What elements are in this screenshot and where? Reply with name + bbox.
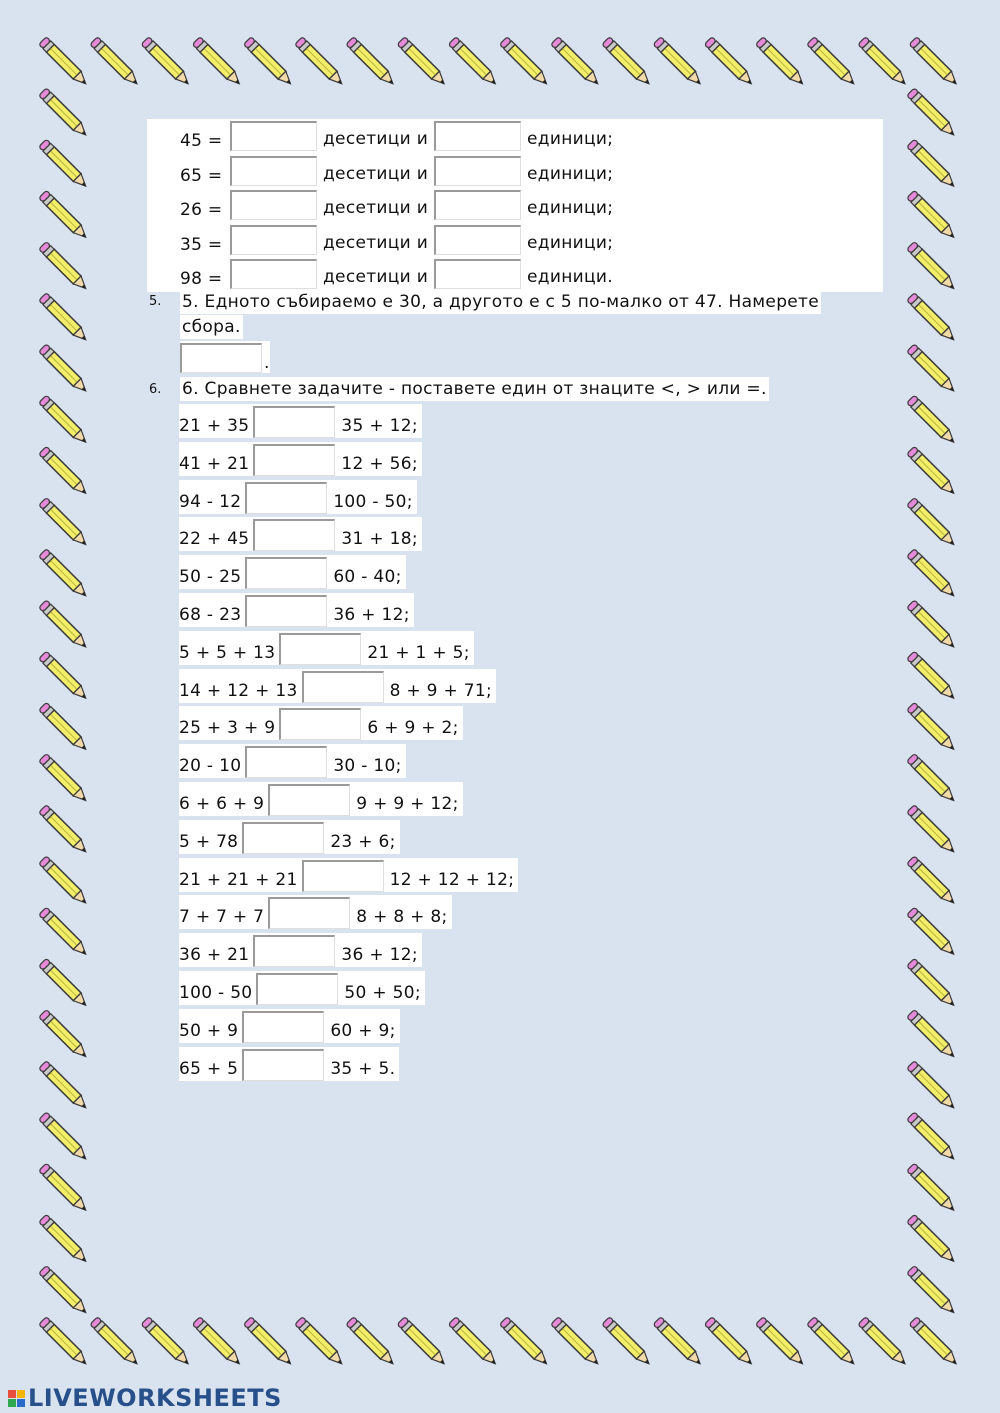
tens-input[interactable] [230,121,317,151]
right-expression: 8 + 9 + 71; [389,680,493,701]
row-number: 98 = [180,269,223,289]
comparison-row [179,744,406,778]
left-expression: 21 + 21 + 21 [179,869,298,890]
comparison-row [179,480,417,514]
question-5-line1: 5. Едното събираемо е 30, а другото е с 5 по-малко от 47. Намерете [182,292,820,312]
tens-units-row [180,223,619,255]
tens-units-row [180,188,619,220]
comparison-row [179,669,496,703]
right-expression: 23 + 6; [330,831,396,852]
right-expression: 12 + 12 + 12; [389,869,515,890]
right-expression: 36 + 12; [333,605,410,625]
left-expression: 14 + 12 + 13 [179,680,298,701]
comparison-row [179,404,422,438]
left-expression: 25 + 3 + 9 [179,718,276,739]
tens-label: десетици и [323,129,429,149]
tens-units-row [180,154,619,186]
left-expression: 20 - 10 [179,756,242,777]
right-expression: 30 - 10; [333,756,402,777]
comparison-sign-input[interactable] [253,519,335,551]
comparison-sign-input[interactable] [279,708,361,740]
units-input[interactable] [434,259,521,289]
left-expression: 6 + 6 + 9 [179,794,265,814]
comparison-sign-input[interactable] [242,1011,324,1043]
tens-input[interactable] [230,156,317,186]
comparison-sign-input[interactable] [245,595,327,627]
question-5-answer-input[interactable] [180,343,262,373]
units-label: единици; [527,163,614,184]
comparison-row [179,1047,399,1081]
left-expression: 68 - 23 [179,605,242,625]
comparison-sign-input[interactable] [245,746,327,778]
right-expression: 8 + 8 + 8; [356,907,448,928]
right-expression: 31 + 18; [341,529,418,550]
tens-input[interactable] [230,190,317,220]
units-label: единици; [527,232,614,253]
question-5-number: 5. [149,294,162,309]
comparison-row [179,631,474,665]
left-expression: 5 + 5 + 13 [179,642,276,663]
left-expression: 5 + 78 [179,831,239,852]
tens-label: десетици и [323,267,429,287]
tens-units-row [180,119,619,151]
comparison-row [179,442,422,476]
left-expression: 36 + 21 [179,945,250,966]
comparison-sign-input[interactable] [245,482,327,514]
units-input[interactable] [434,121,521,151]
units-input[interactable] [434,190,521,220]
units-label: единици. [527,267,613,287]
right-expression: 12 + 56; [341,453,418,474]
liveworksheets-logo [8,1384,282,1412]
logo-text: LIVEWORKSHEETS [28,1384,282,1412]
right-expression: 60 - 40; [333,567,402,588]
left-expression: 41 + 21 [179,453,250,474]
row-number: 35 = [180,234,223,255]
row-number: 45 = [180,131,223,151]
comparison-row [179,1009,400,1043]
comparison-sign-input[interactable] [279,633,361,665]
comparison-sign-input[interactable] [302,671,384,703]
right-expression: 6 + 9 + 2; [367,718,459,739]
right-expression: 9 + 9 + 12; [356,794,459,814]
comparison-sign-input[interactable] [302,860,384,892]
units-input[interactable] [434,156,521,186]
comparison-row [179,858,518,892]
tens-input[interactable] [230,225,317,255]
comparison-row [179,971,425,1005]
comparison-sign-input[interactable] [242,822,324,854]
comparison-row [179,820,400,854]
right-expression: 50 + 50; [344,983,421,1003]
comparison-row [179,555,406,589]
comparison-row [179,517,422,551]
comparison-sign-input[interactable] [256,973,338,1005]
liveworksheets-logo-icon [8,1390,25,1407]
units-label: единици; [527,198,614,218]
question-5-answer-suffix: . [264,353,270,373]
comparison-sign-input[interactable] [253,406,335,438]
comparison-row [179,895,452,929]
question-6-number: 6. [149,382,162,397]
row-number: 26 = [180,200,223,220]
left-expression: 50 - 25 [179,567,242,588]
left-expression: 65 + 5 [179,1058,239,1079]
right-expression: 35 + 12; [341,416,418,436]
comparison-row [179,706,463,740]
units-label: единици; [527,129,614,149]
comparison-row [179,933,422,967]
left-expression: 22 + 45 [179,529,250,550]
comparison-sign-input[interactable] [242,1049,324,1081]
row-number: 65 = [180,165,223,186]
comparison-sign-input[interactable] [245,557,327,589]
right-expression: 36 + 12; [341,945,418,966]
left-expression: 94 - 12 [179,491,242,512]
tens-label: десетици и [323,163,429,184]
comparison-sign-input[interactable] [253,444,335,476]
right-expression: 60 + 9; [330,1020,396,1041]
question-5-line2: сбора. [182,317,241,337]
left-expression: 21 + 35 [179,416,250,436]
left-expression: 7 + 7 + 7 [179,907,265,928]
tens-input[interactable] [230,259,317,289]
left-expression: 50 + 9 [179,1020,239,1041]
question-6-text: 6. Сравнете задачите - поставете един от знаците <, > или =. [182,379,767,399]
comparison-sign-input[interactable] [268,897,350,929]
right-expression: 35 + 5. [330,1058,396,1079]
units-input[interactable] [434,225,521,255]
question-5-answer-row [180,341,270,373]
left-expression: 100 - 50 [179,983,253,1003]
comparison-row [179,782,463,816]
comparison-sign-input[interactable] [253,935,335,967]
tens-label: десетици и [323,232,429,253]
comparison-row [179,593,414,627]
tens-units-row [180,257,619,289]
tens-label: десетици и [323,198,429,218]
right-expression: 21 + 1 + 5; [367,642,470,663]
right-expression: 100 - 50; [333,491,413,512]
comparison-sign-input[interactable] [268,784,350,816]
